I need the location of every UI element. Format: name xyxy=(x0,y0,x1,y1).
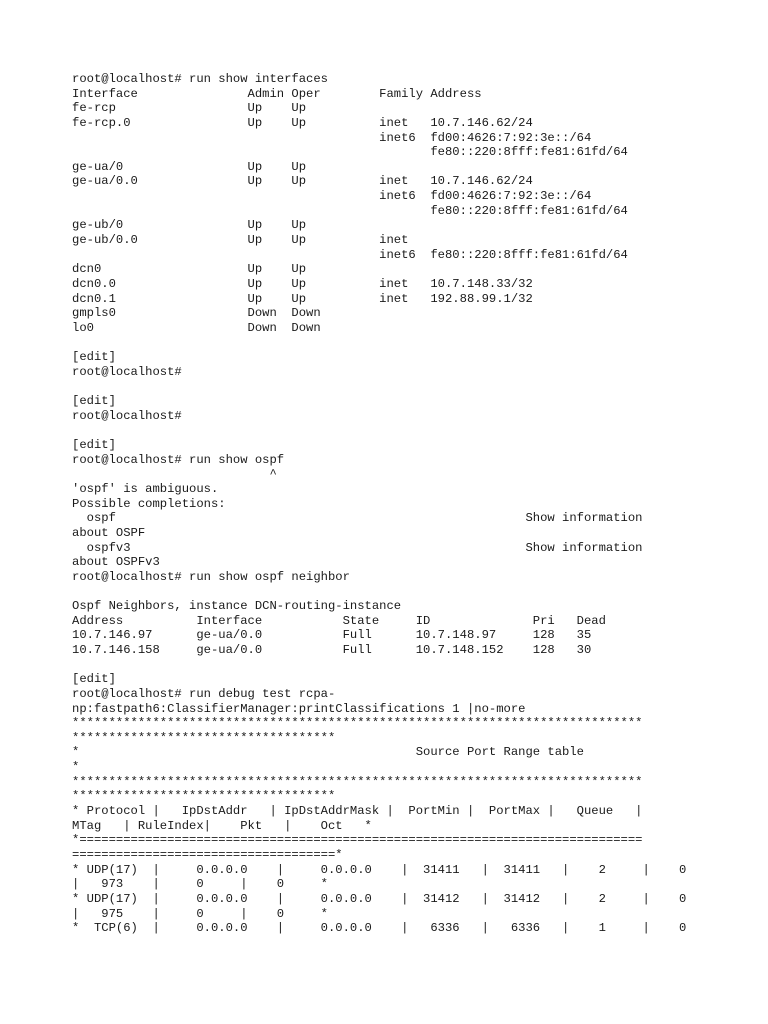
terminal-line: * Protocol | IpDstAddr | IpDstAddrMask | PortMin | PortMax | Queue | xyxy=(72,804,643,819)
terminal-line: * UDP(17) | 0.0.0.0 | 0.0.0.0 | 31411 | 31411 | 2 | 0 xyxy=(72,862,687,877)
terminal-line: * UDP(17) | 0.0.0.0 | 0.0.0.0 | 31412 | 31412 | 2 | 0 xyxy=(72,891,687,906)
terminal-line: fe80::220:8fff:fe81:61fd/64 xyxy=(72,145,628,160)
terminal-line: ge-ua/0.0 Up Up inet 10.7.146.62/24 xyxy=(72,174,533,189)
terminal-line: root@localhost# xyxy=(72,364,182,379)
terminal-line xyxy=(72,336,732,351)
terminal-line: inet6 fd00:4626:7:92:3e::/64 xyxy=(72,130,592,145)
terminal-line xyxy=(72,658,732,673)
terminal-line: * TCP(6) | 0.0.0.0 | 0.0.0.0 | 6336 | 6336 | 1 | 0 xyxy=(72,921,687,936)
terminal-line: fe-rcp.0 Up Up inet 10.7.146.62/24 xyxy=(72,115,533,130)
terminal-line: dcn0 Up Up xyxy=(72,262,307,277)
terminal-line: root@localhost# run show interfaces xyxy=(72,72,328,86)
terminal-line: about OSPFv3 xyxy=(72,555,160,570)
terminal-line: ************************************ xyxy=(72,789,336,804)
terminal-line: fe-rcp Up Up xyxy=(72,101,307,116)
terminal-line: Interface Admin Oper Family Address xyxy=(72,86,482,101)
terminal-line: Address Interface State ID Pri Dead xyxy=(72,613,606,628)
terminal-line: root@localhost# run show ospf neighbor xyxy=(72,569,350,584)
terminal-line: about OSPF xyxy=(72,525,146,540)
terminal-line: inet6 fd00:4626:7:92:3e::/64 xyxy=(72,189,592,204)
terminal-line: [edit] xyxy=(72,394,116,409)
terminal-output xyxy=(72,72,732,936)
terminal-line: 10.7.146.97 ge-ua/0.0 Full 10.7.148.97 128 35 xyxy=(72,628,592,643)
terminal-line: dcn0.0 Up Up inet 10.7.148.33/32 xyxy=(72,276,533,291)
terminal-line: ====================================* xyxy=(72,847,343,862)
terminal-line: * xyxy=(72,760,80,775)
terminal-line: dcn0.1 Up Up inet 192.88.99.1/32 xyxy=(72,291,533,306)
terminal-line: root@localhost# run debug test rcpa- xyxy=(72,686,336,701)
terminal-line: * Source Port Range table xyxy=(72,745,584,760)
terminal-line: 10.7.146.158 ge-ua/0.0 Full 10.7.148.152 128 30 xyxy=(72,642,592,657)
terminal-line: *============================================================================= xyxy=(72,833,643,848)
terminal-line: ^ xyxy=(72,467,277,482)
terminal-line: root@localhost# run show ospf xyxy=(72,452,285,467)
terminal-line: | 975 | 0 | 0 * xyxy=(72,906,328,921)
terminal-line: 'ospf' is ambiguous. xyxy=(72,481,219,496)
terminal-line: ge-ub/0 Up Up xyxy=(72,218,307,233)
terminal-line: ge-ua/0 Up Up xyxy=(72,159,307,174)
terminal-line: ospf Show information xyxy=(72,511,643,526)
terminal-line: [edit] xyxy=(72,672,116,687)
terminal-line: ospfv3 Show information xyxy=(72,540,643,555)
terminal-line: gmpls0 Down Down xyxy=(72,306,321,321)
terminal-line: ge-ub/0.0 Up Up inet xyxy=(72,233,409,248)
terminal-line: ****************************************************************************** xyxy=(72,774,643,789)
terminal-line xyxy=(72,379,732,394)
terminal-line: ************************************ xyxy=(72,730,336,745)
terminal-line: | 973 | 0 | 0 * xyxy=(72,877,328,892)
terminal-line: [edit] xyxy=(72,350,116,365)
terminal-line: root@localhost# xyxy=(72,408,182,423)
terminal-line: np:fastpath6:ClassifierManager:printClassifications 1 |no-more xyxy=(72,701,526,716)
terminal-line xyxy=(72,584,732,599)
terminal-line: Possible completions: xyxy=(72,496,226,511)
terminal-line xyxy=(72,423,732,438)
terminal-line: [edit] xyxy=(72,438,116,453)
terminal-line: Ospf Neighbors, instance DCN-routing-instance xyxy=(72,599,402,614)
terminal-line: MTag | RuleIndex| Pkt | Oct * xyxy=(72,818,372,833)
terminal-line: inet6 fe80::220:8fff:fe81:61fd/64 xyxy=(72,247,628,262)
terminal-line: fe80::220:8fff:fe81:61fd/64 xyxy=(72,203,628,218)
terminal-line: lo0 Down Down xyxy=(72,320,321,335)
terminal-line: ****************************************************************************** xyxy=(72,716,643,731)
